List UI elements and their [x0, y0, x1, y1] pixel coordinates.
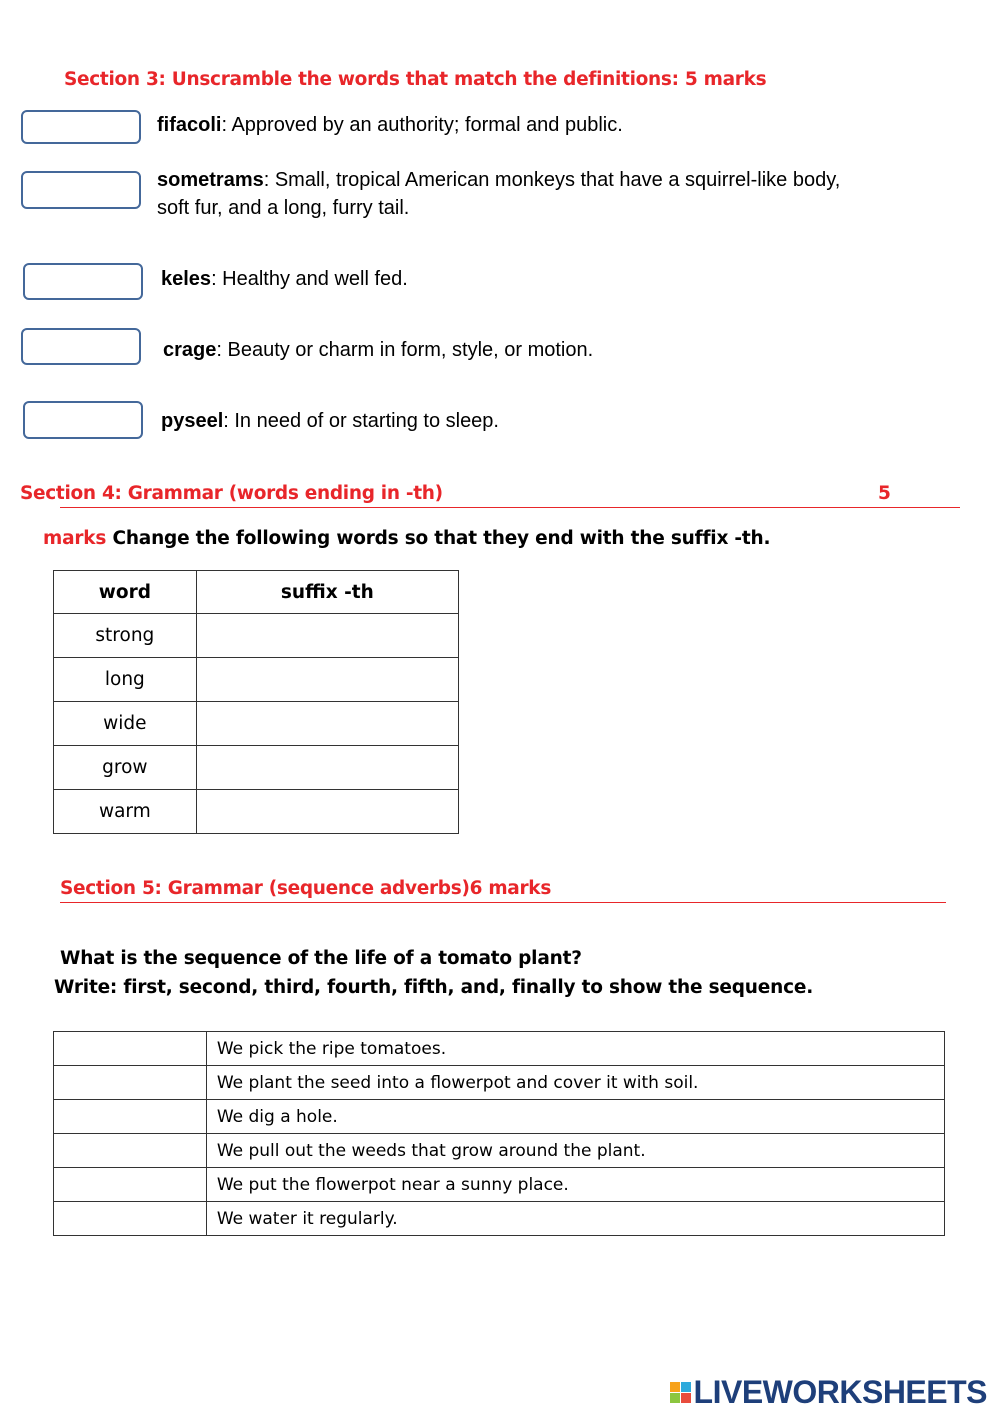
answer-cell[interactable] — [196, 702, 458, 746]
table-row — [54, 614, 459, 658]
table-row — [54, 1202, 945, 1236]
header-word: word — [54, 571, 197, 614]
section-4-instruction: marks Change the following words so that they end with the suffix -th. — [43, 528, 771, 549]
table-row — [54, 790, 459, 834]
section-4-marks-number: 5 — [878, 483, 891, 504]
answer-cell[interactable] — [54, 1202, 207, 1236]
answer-cell[interactable] — [54, 1168, 207, 1202]
section-5-title: Section 5: Grammar (sequence adverbs)6 marks — [60, 878, 552, 899]
sentence-cell: We water it regularly. — [206, 1202, 944, 1236]
scrambled-word: fifacoli — [157, 114, 222, 136]
answer-box-4[interactable] — [21, 328, 141, 365]
word-cell: warm — [54, 790, 197, 834]
section-5-question: What is the sequence of the life of a tomato plant? — [60, 948, 582, 969]
table-row — [54, 1032, 945, 1066]
table-row — [54, 746, 459, 790]
answer-box-2[interactable] — [21, 171, 141, 209]
sentence-cell: We pull out the weeds that grow around the plant. — [206, 1134, 944, 1168]
section-4-underline — [60, 507, 960, 508]
sentence-cell: We put the flowerpot near a sunny place. — [206, 1168, 944, 1202]
word-cell: wide — [54, 702, 197, 746]
section-4-title: Section 4: Grammar (words ending in -th) — [20, 483, 443, 504]
answer-cell[interactable] — [54, 1032, 207, 1066]
answer-cell[interactable] — [196, 746, 458, 790]
suffix-table — [53, 570, 459, 834]
definition-3: keles: Healthy and well fed. — [161, 268, 408, 290]
section-5-instruction: Write: first, second, third, fourth, fifth, and, finally to show the sequence. — [54, 977, 814, 998]
scrambled-word: pyseel — [161, 410, 224, 432]
table-row — [54, 1134, 945, 1168]
table-row — [54, 1168, 945, 1202]
definition-1: fifacoli: Approved by an authority; formal and public. — [157, 114, 623, 136]
sequence-table — [53, 1031, 945, 1236]
section-5-underline — [60, 902, 946, 903]
word-cell: long — [54, 658, 197, 702]
logo-text: LIVEWORKSHEETS — [693, 1374, 987, 1410]
sentence-cell: We pick the ripe tomatoes. — [206, 1032, 944, 1066]
table-row — [54, 1100, 945, 1134]
sentence-cell: We plant the seed into a flowerpot and cover it with soil. — [206, 1066, 944, 1100]
table-row — [54, 658, 459, 702]
answer-cell[interactable] — [54, 1066, 207, 1100]
answer-cell[interactable] — [196, 614, 458, 658]
header-suffix: suffix -th — [196, 571, 458, 614]
scrambled-word: crage — [163, 339, 217, 361]
logo-icon — [670, 1382, 691, 1403]
answer-box-5[interactable] — [23, 401, 143, 439]
answer-cell[interactable] — [196, 658, 458, 702]
section-3-title: Section 3: Unscramble the words that match the definitions: 5 marks — [64, 69, 767, 90]
table-row — [54, 702, 459, 746]
answer-box-3[interactable] — [23, 263, 143, 300]
answer-cell[interactable] — [54, 1134, 207, 1168]
liveworksheets-logo[interactable] — [670, 1374, 987, 1411]
answer-cell[interactable] — [196, 790, 458, 834]
answer-box-1[interactable] — [21, 110, 141, 144]
scrambled-word: keles — [161, 268, 212, 290]
definition-5: pyseel: In need of or starting to sleep. — [161, 410, 499, 432]
word-cell: grow — [54, 746, 197, 790]
definition-2: sometrams: Small, tropical American monkeys that have a squirrel-like body, soft fur, and a long, furry tail. — [157, 169, 841, 219]
table-row — [54, 1066, 945, 1100]
scrambled-word: sometrams — [157, 169, 264, 191]
sentence-cell: We dig a hole. — [206, 1100, 944, 1134]
answer-cell[interactable] — [54, 1100, 207, 1134]
definition-4: crage: Beauty or charm in form, style, or motion. — [163, 339, 594, 361]
word-cell: strong — [54, 614, 197, 658]
